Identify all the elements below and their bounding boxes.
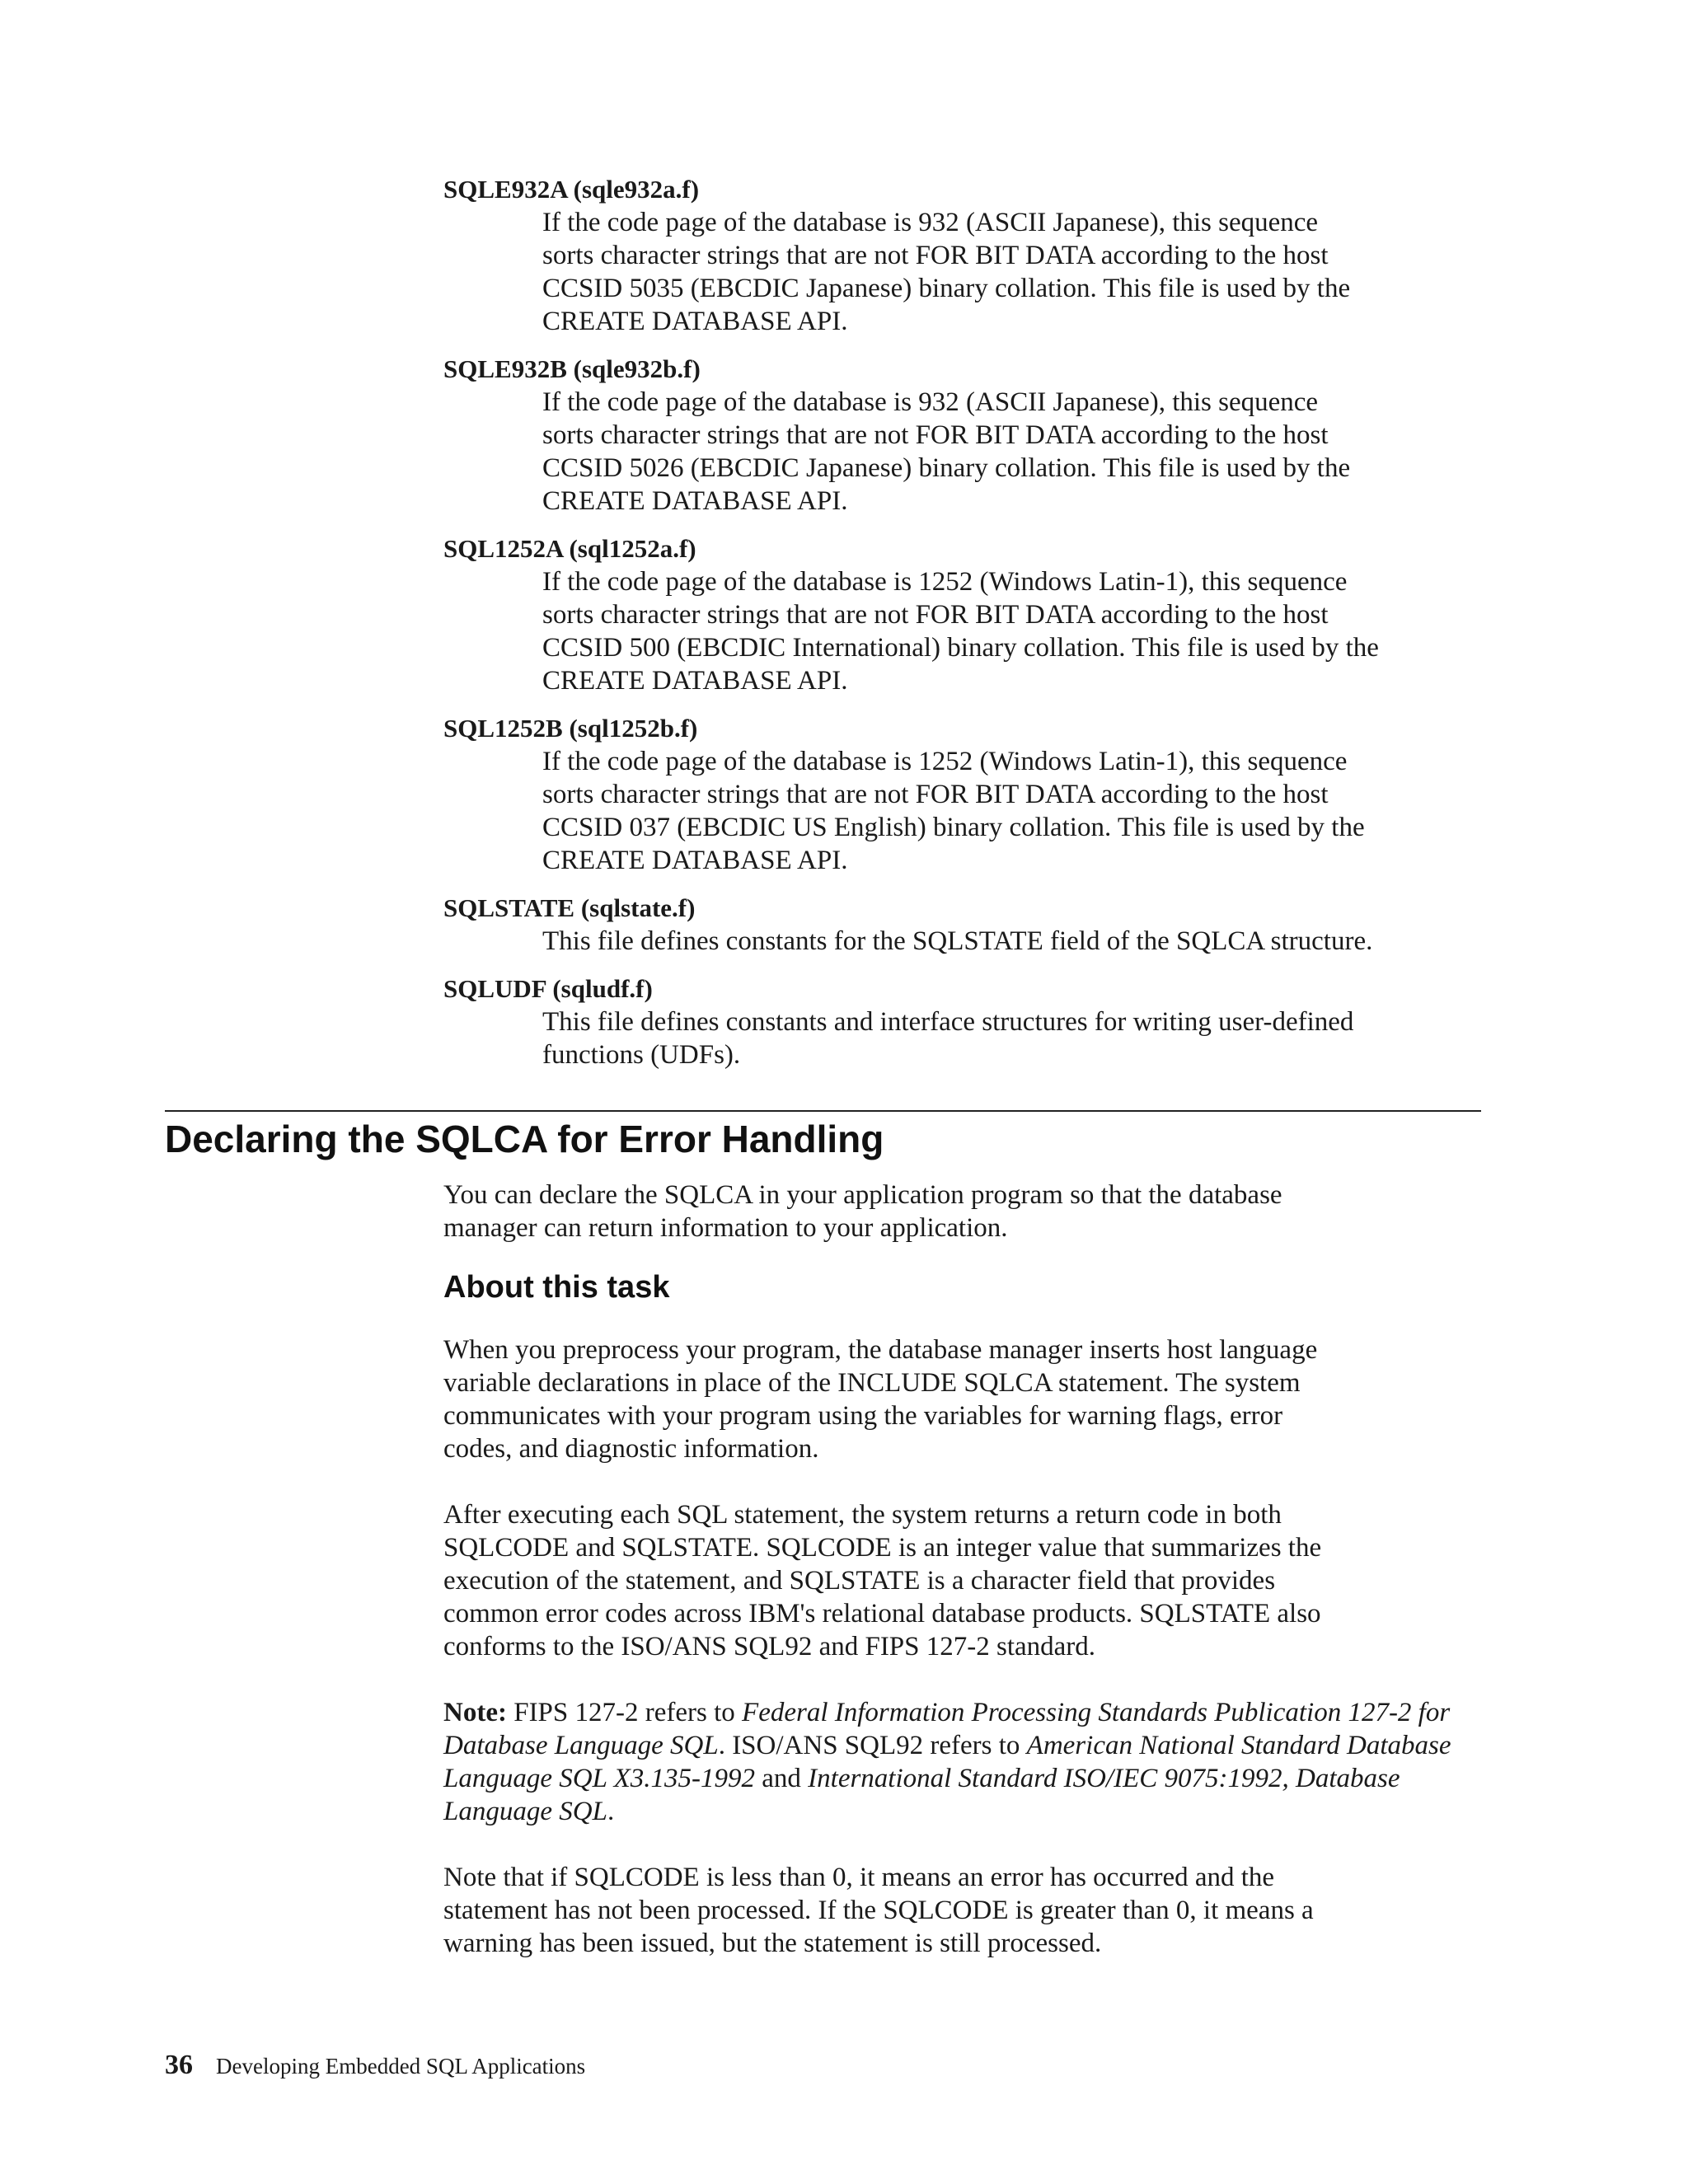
note-text: . [607,1797,615,1826]
definition-term: SQLUDF (sqludf.f) [443,974,653,1003]
definition-term: SQL1252A (sql1252a.f) [443,534,696,563]
text-line: CREATE DATABASE API. [542,486,848,516]
text-line: When you preprocess your program, the database manager inserts host language [443,1335,1318,1365]
section-divider [165,1110,1481,1112]
text-line: communicates with your program using the variables for warning flags, error [443,1401,1283,1431]
definition-entry [443,892,1498,958]
text-line: CREATE DATABASE API. [542,846,848,875]
definition-term: SQLE932B (sqle932b.f) [443,354,701,383]
note-paragraph [443,1696,1482,1828]
text-line: sorts character strings that are not FOR BIT DATA according to the host [542,420,1329,450]
definition-description [542,565,1498,697]
book-title: Developing Embedded SQL Applications [216,2054,586,2079]
text-line: After executing each SQL statement, the system returns a return code in both [443,1500,1282,1530]
definition-term: SQLE932A (sqle932a.f) [443,175,700,204]
definition-entry [443,532,1498,697]
text-line: If the code page of the database is 932 (ASCII Japanese), this sequence [542,387,1319,417]
page-footer [165,2050,585,2081]
text-line: CCSID 5035 (EBCDIC Japanese) binary collation. This file is used by the [542,274,1351,303]
text-line: sorts character strings that are not FOR BIT DATA according to the host [542,780,1329,809]
text-line: functions (UDFs). [542,1040,741,1070]
page-number: 36 [165,2050,193,2080]
section-heading: Declaring the SQLCA for Error Handling [165,1118,884,1160]
text-line: execution of the statement, and SQLSTATE is a character field that provides [443,1566,1276,1596]
subheading: About this task [443,1270,670,1305]
definition-description [542,206,1498,338]
note-citation: American National Standard Database Language SQL X3.135-1992 [443,1731,1451,1793]
text-line: You can declare the SQLCA in your application program so that the database [443,1180,1282,1210]
definition-entry [443,712,1498,877]
note-text: . ISO/ANS SQL92 refers to [718,1731,1027,1760]
definition-description [542,925,1498,958]
text-line: CREATE DATABASE API. [542,666,848,696]
definition-description [542,1005,1498,1071]
note-label: Note: [443,1698,507,1727]
text-line: CREATE DATABASE API. [542,307,848,336]
text-line: codes, and diagnostic information. [443,1434,819,1464]
text-line: If the code page of the database is 1252 (Windows Latin-1), this sequence [542,567,1348,597]
text-line: manager can return information to your application. [443,1213,1008,1243]
definition-entry [443,173,1498,338]
note-text: FIPS 127-2 refers to [506,1698,743,1727]
definition-description [542,745,1498,877]
definition-description [542,386,1498,518]
definition-entry [443,972,1498,1071]
section-body [443,1179,1482,1993]
text-line: sorts character strings that are not FOR BIT DATA according to the host [542,600,1329,630]
text-line: sorts character strings that are not FOR BIT DATA according to the host [542,241,1329,270]
note-citation: International Standard ISO/IEC 9075:1992, Database Language SQL [443,1764,1400,1826]
note-citation: Federal Information Processing Standards Publication 127-2 for Database Language SQL [443,1698,1451,1760]
definition-term: SQL1252B (sql1252b.f) [443,714,698,743]
paragraph [443,1333,1482,1465]
text-line: variable declarations in place of the INCLUDE SQLCA statement. The system [443,1368,1301,1398]
text-line: Note that if SQLCODE is less than 0, it means an error has occurred and the [443,1863,1275,1892]
definition-entry [443,353,1498,518]
text-line: SQLCODE and SQLSTATE. SQLCODE is an integer value that summarizes the [443,1533,1322,1563]
text-line: CCSID 5026 (EBCDIC Japanese) binary collation. This file is used by the [542,453,1351,483]
text-line: CCSID 037 (EBCDIC US English) binary collation. This file is used by the [542,813,1365,842]
text-line: This file defines constants for the SQLSTATE field of the SQLCA structure. [542,926,1373,956]
intro-paragraph [443,1179,1482,1244]
paragraph [443,1861,1482,1960]
note-text: and [755,1764,809,1793]
text-line: CCSID 500 (EBCDIC International) binary collation. This file is used by the [542,633,1379,663]
paragraph [443,1498,1482,1663]
text-line: This file defines constants and interface structures for writing user-defined [542,1007,1354,1037]
text-line: common error codes across IBM's relational database products. SQLSTATE also [443,1599,1321,1629]
definition-list [443,173,1498,1086]
text-line: conforms to the ISO/ANS SQL92 and FIPS 127-2 standard. [443,1632,1096,1661]
text-line: If the code page of the database is 932 (ASCII Japanese), this sequence [542,208,1319,237]
definition-term: SQLSTATE (sqlstate.f) [443,893,696,922]
text-line: statement has not been processed. If the SQLCODE is greater than 0, it means a [443,1896,1314,1925]
text-line: If the code page of the database is 1252 (Windows Latin-1), this sequence [542,747,1348,776]
text-line: warning has been issued, but the statement is still processed. [443,1929,1102,1958]
